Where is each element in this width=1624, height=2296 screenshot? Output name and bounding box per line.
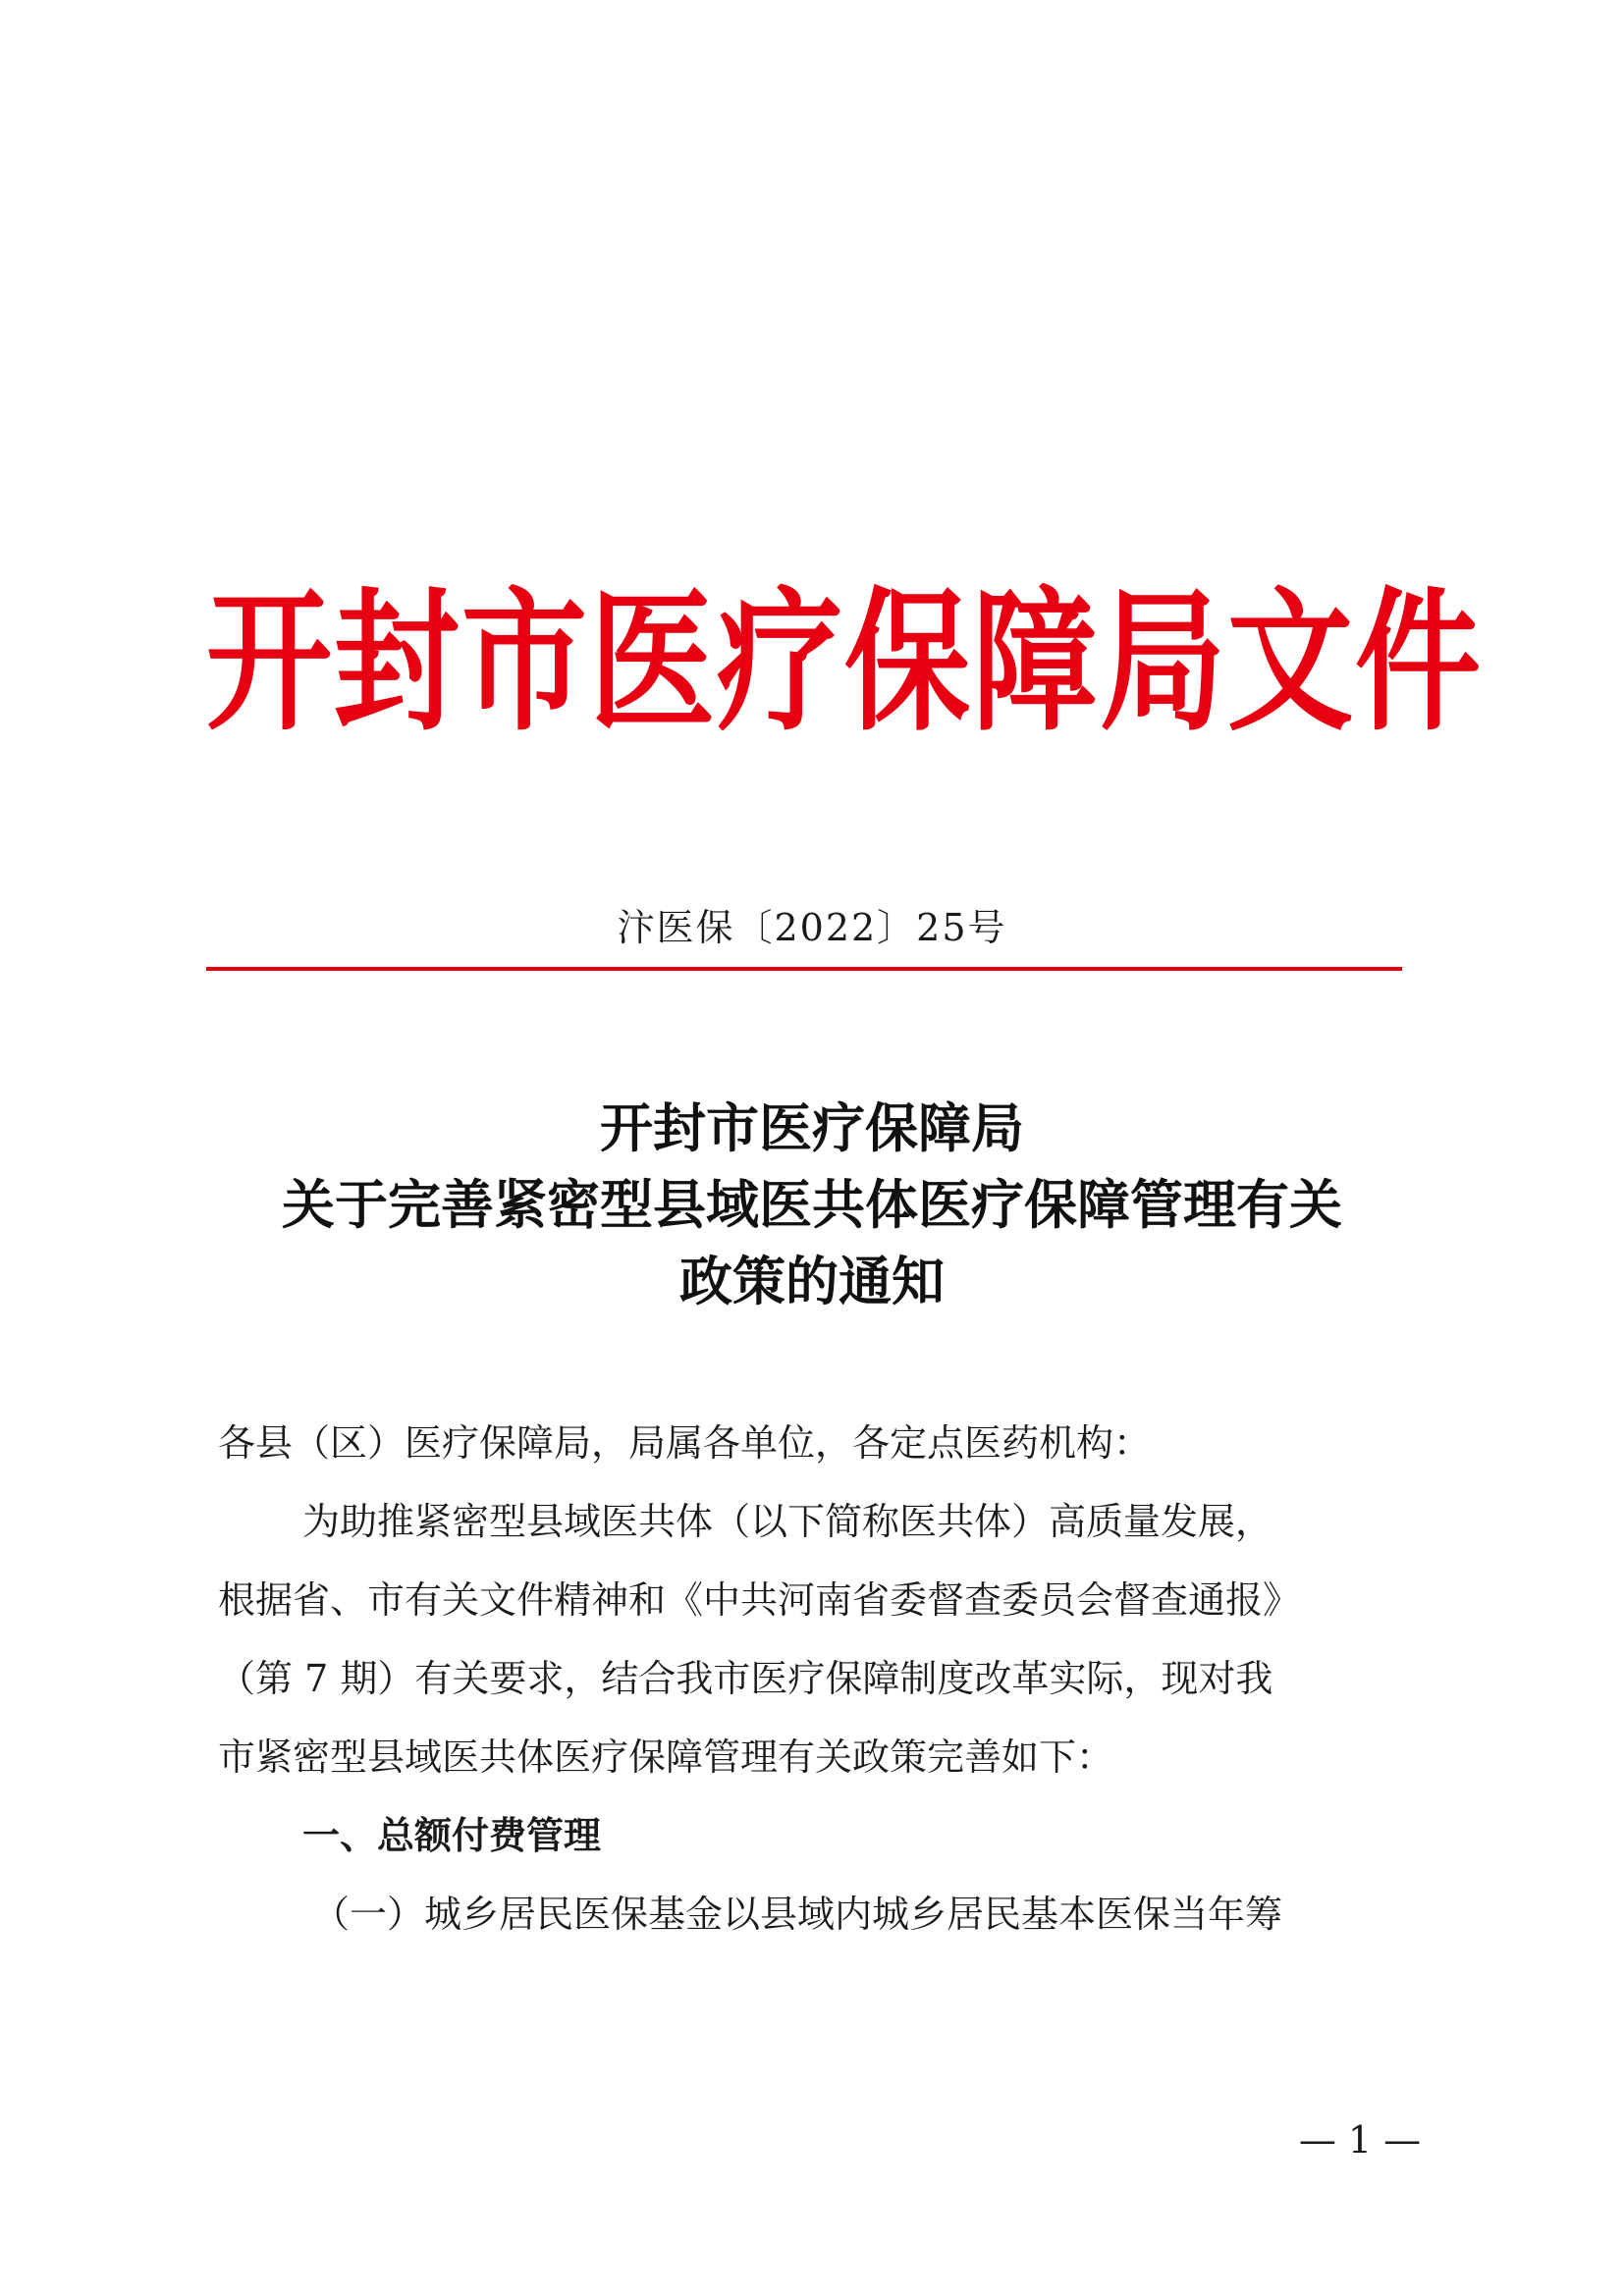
section-heading-1: 一、总额付费管理 xyxy=(302,1814,602,1857)
paragraph-1-line-1: 为助推紧密型县域医共体（以下简称医共体）高质量发展， xyxy=(302,1500,1273,1543)
salutation: 各县（区）医疗保障局，局属各单位，各定点医药机构： xyxy=(218,1421,1152,1465)
title-line-3: 政策的通知 xyxy=(679,1250,945,1312)
title-line-2: 关于完善紧密型县域医共体医疗保障管理有关 xyxy=(282,1173,1342,1236)
paragraph-1-line-4: 市紧密型县域医共体医疗保障管理有关政策完善如下： xyxy=(218,1735,1114,1779)
page-number: — 1 — xyxy=(1298,2118,1422,2162)
item-1-line-1: （一）城乡居民医保基金以县域内城乡居民基本医保当年筹 xyxy=(312,1893,1283,1936)
document-masthead: 开封市医疗保障局文件 xyxy=(206,572,1484,753)
document-number: 汴医保〔2022〕25号 xyxy=(617,906,1007,949)
paragraph-1-line-3: （第 7 期）有关要求，结合我市医疗保障制度改革实际，现对我 xyxy=(218,1657,1273,1700)
red-separator-line xyxy=(206,967,1402,971)
title-line-1: 开封市医疗保障局 xyxy=(600,1096,1024,1159)
paragraph-1-line-2: 根据省、市有关文件精神和《中共河南省委督查委员会督查通报》 xyxy=(218,1578,1301,1622)
document-title xyxy=(196,1090,1428,1319)
